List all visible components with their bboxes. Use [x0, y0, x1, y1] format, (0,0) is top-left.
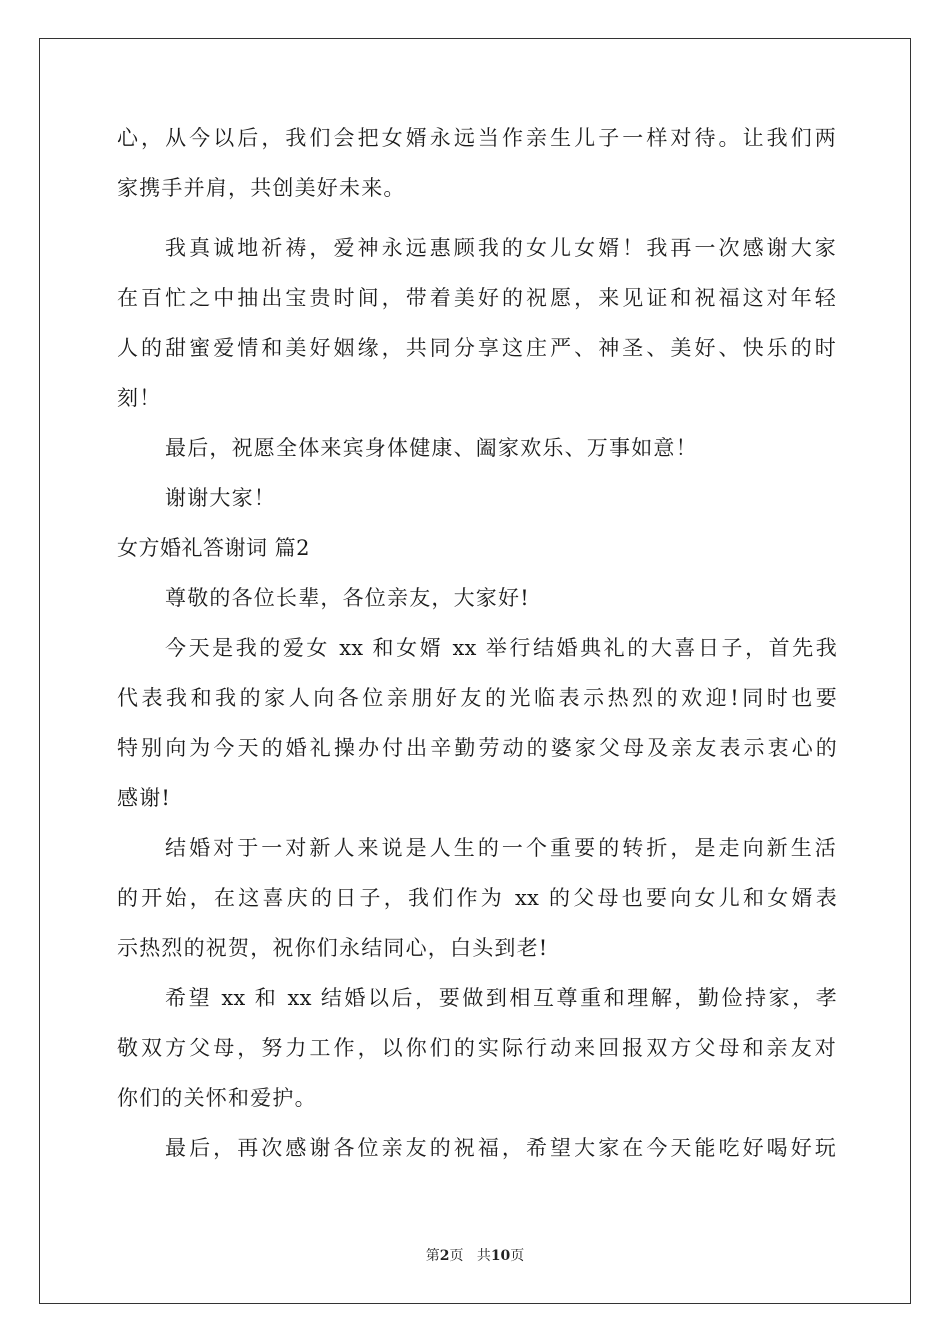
page-border	[39, 38, 911, 1304]
page-current: 2	[439, 1248, 450, 1264]
text-line: 特别向为今天的婚礼操办付出辛勤劳动的婆家父母及亲友表示衷心的	[117, 736, 837, 760]
paragraph-start-line: 尊敬的各位长辈，各位亲友，大家好!	[165, 586, 530, 610]
page-footer	[0, 1246, 950, 1266]
paragraph-start-line: 希望 xx 和 xx 结婚以后，要做到相互尊重和理解，勤俭持家，孝	[165, 986, 837, 1010]
paragraph-start-line: 最后，再次感谢各位亲友的祝福，希望大家在今天能吃好喝好玩	[165, 1136, 837, 1160]
text-line: 敬双方父母，努力工作，以你们的实际行动来回报双方父母和亲友对	[117, 1036, 837, 1060]
page-suffix: 页	[449, 1248, 464, 1264]
paragraph-start-line: 我真诚地祈祷，爱神永远惠顾我的女儿女婿！我再一次感谢大家	[165, 236, 837, 260]
text-line: 刻！	[117, 386, 162, 410]
text-line: 代表我和我的家人向各位亲朋好友的光临表示热烈的欢迎!同时也要	[117, 686, 837, 710]
paragraph-start-line: 谢谢大家！	[165, 486, 276, 510]
text-line: 示热烈的祝贺，祝你们永结同心，白头到老!	[117, 936, 549, 960]
text-line: 人的甜蜜爱情和美好姻缘，共同分享这庄严、神圣、美好、快乐的时	[117, 336, 837, 360]
paragraph-start-line: 今天是我的爱女 xx 和女婿 xx 举行结婚典礼的大喜日子，首先我	[165, 636, 837, 660]
total-suffix: 页	[510, 1248, 525, 1264]
paragraph-start-line: 结婚对于一对新人来说是人生的一个重要的转折，是走向新生活	[165, 836, 837, 860]
text-line: 家携手并肩，共创美好未来。	[117, 176, 406, 200]
total-prefix: 共	[476, 1248, 491, 1264]
paragraph-start-line: 最后，祝愿全体来宾身体健康、阖家欢乐、万事如意！	[165, 436, 698, 460]
page-prefix: 第	[425, 1248, 440, 1264]
text-line: 的开始，在这喜庆的日子，我们作为 xx 的父母也要向女儿和女婿表	[117, 886, 837, 910]
page-total: 10	[490, 1248, 511, 1264]
text-line: 感谢!	[117, 786, 172, 810]
text-line: 在百忙之中抽出宝贵时间，带着美好的祝愿，来见证和祝福这对年轻	[117, 286, 837, 310]
text-line: 心，从今以后，我们会把女婿永远当作亲生儿子一样对待。让我们两	[117, 126, 837, 150]
section-heading: 女方婚礼答谢词 篇2	[117, 536, 311, 560]
text-line: 你们的关怀和爱护。	[117, 1086, 317, 1110]
